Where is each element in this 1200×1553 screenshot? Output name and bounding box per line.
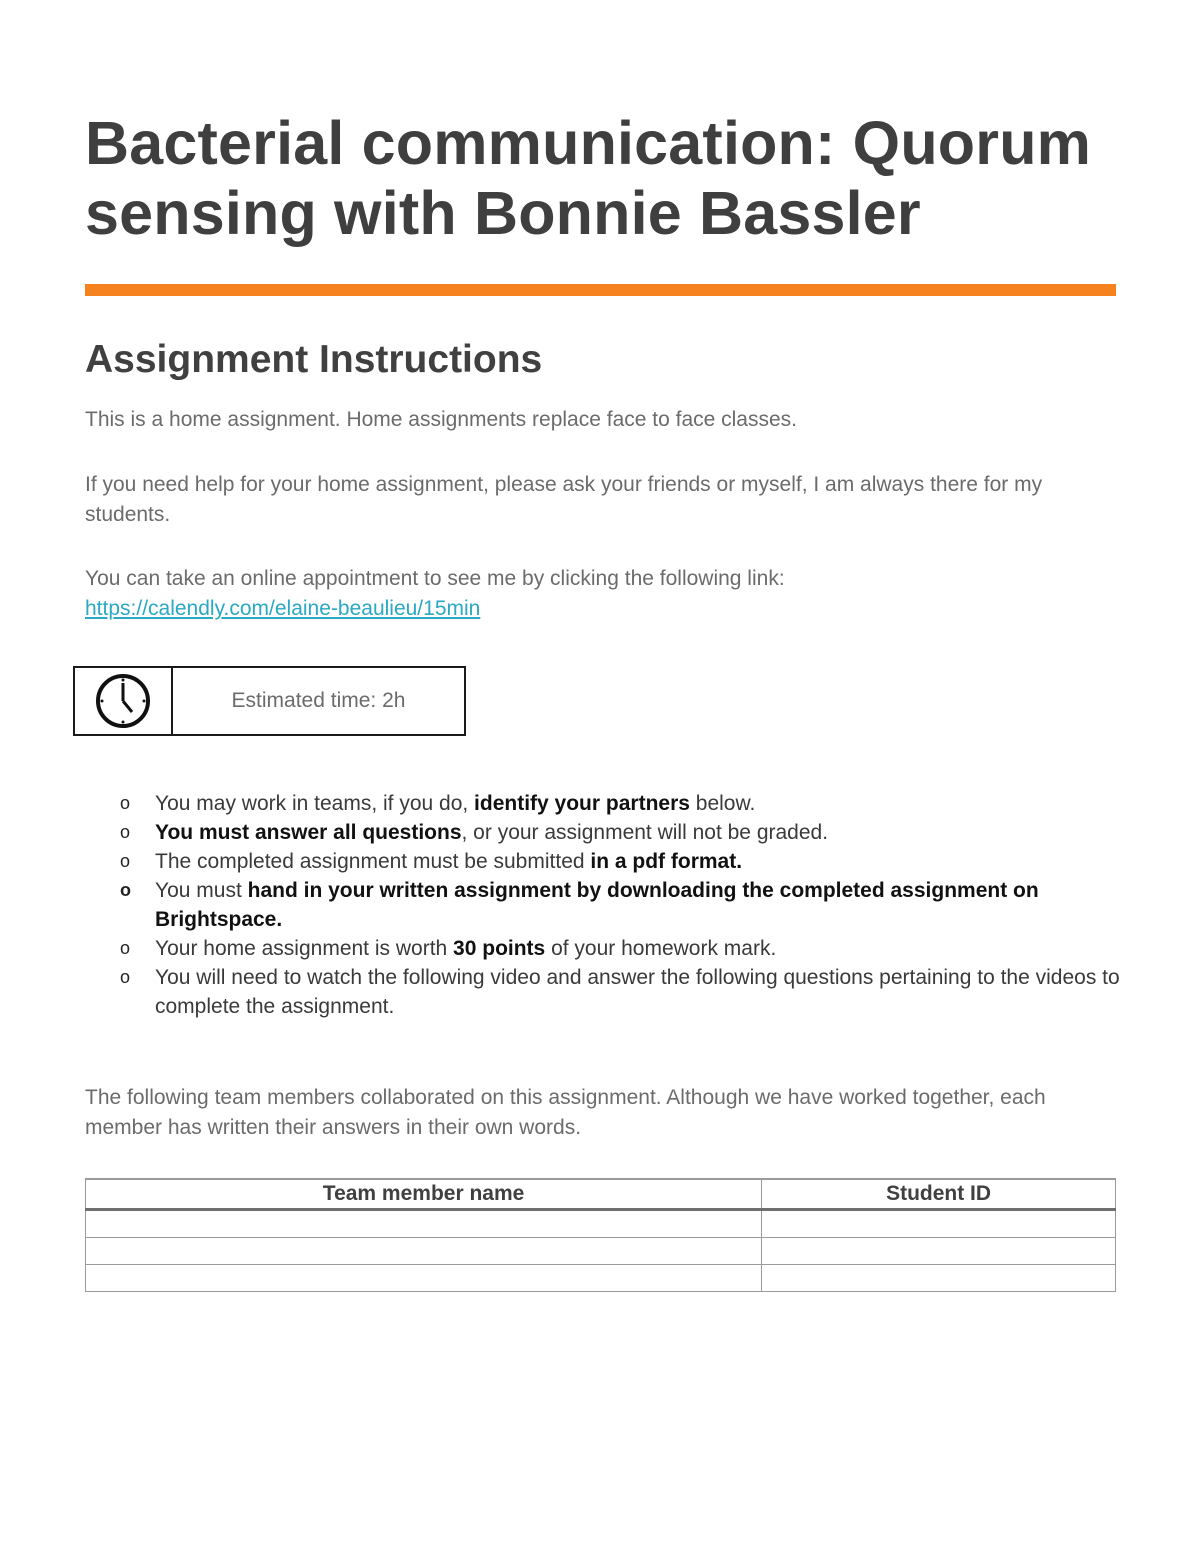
- table-header-row: [86, 1179, 1116, 1210]
- list-item: o You must hand in your written assignment by downloading the completed assignment on Brightspace.: [85, 876, 1125, 934]
- list-item: o The completed assignment must be submitted in a pdf format.: [85, 847, 1125, 876]
- appointment-link[interactable]: https://calendly.com/elaine-beaulieu/15min: [85, 597, 481, 620]
- estimated-time-box: [73, 666, 466, 736]
- bullet-marker: o: [120, 793, 131, 813]
- bullet-marker: o: [120, 967, 131, 987]
- team-member-name-cell[interactable]: [86, 1238, 762, 1265]
- appointment-paragraph: [85, 564, 1105, 624]
- bullet-marker: o: [120, 822, 131, 842]
- table-row: [86, 1265, 1116, 1292]
- list-item: o Your home assignment is worth 30 points of your homework mark.: [85, 934, 1125, 963]
- team-table: [85, 1178, 1116, 1292]
- list-item: o You will need to watch the following video and answer the following questions pertaining to the videos to complete the assignment.: [85, 963, 1125, 1021]
- instruction-list: [85, 789, 1125, 1021]
- team-member-name-cell[interactable]: [86, 1265, 762, 1292]
- time-icon-cell: [75, 668, 173, 734]
- table-row: [86, 1210, 1116, 1238]
- header-student-id: Student ID: [762, 1179, 1116, 1210]
- list-item: o You may work in teams, if you do, identify your partners below.: [85, 789, 1125, 818]
- clock-icon: [94, 672, 152, 730]
- list-item: o You must answer all questions, or your assignment will not be graded.: [85, 818, 1125, 847]
- document-title: Bacterial communication: Quorum sensing with Bonnie Bassler: [85, 109, 1092, 247]
- student-id-cell[interactable]: [762, 1265, 1116, 1292]
- student-id-cell[interactable]: [762, 1238, 1116, 1265]
- intro-paragraph: This is a home assignment. Home assignments replace face to face classes.: [85, 408, 797, 431]
- help-paragraph: If you need help for your home assignment, please ask your friends or myself, I am always there for my students.: [85, 473, 1043, 526]
- team-member-name-cell[interactable]: [86, 1210, 762, 1238]
- appointment-text: You can take an online appointment to see me by clicking the following link:: [85, 567, 785, 590]
- title-divider: [85, 284, 1116, 296]
- student-id-cell[interactable]: [762, 1210, 1116, 1238]
- table-row: [86, 1238, 1116, 1265]
- bullet-marker: o: [120, 880, 131, 900]
- bullet-marker: o: [120, 851, 131, 871]
- bullet-marker: o: [120, 938, 131, 958]
- team-statement: The following team members collaborated on this assignment. Although we have worked together, each member has written their answers in their own words.: [85, 1086, 1046, 1139]
- estimated-time-text: Estimated time: 2h: [231, 689, 406, 712]
- section-heading: Assignment Instructions: [85, 338, 543, 381]
- header-team-member-name: Team member name: [86, 1179, 762, 1210]
